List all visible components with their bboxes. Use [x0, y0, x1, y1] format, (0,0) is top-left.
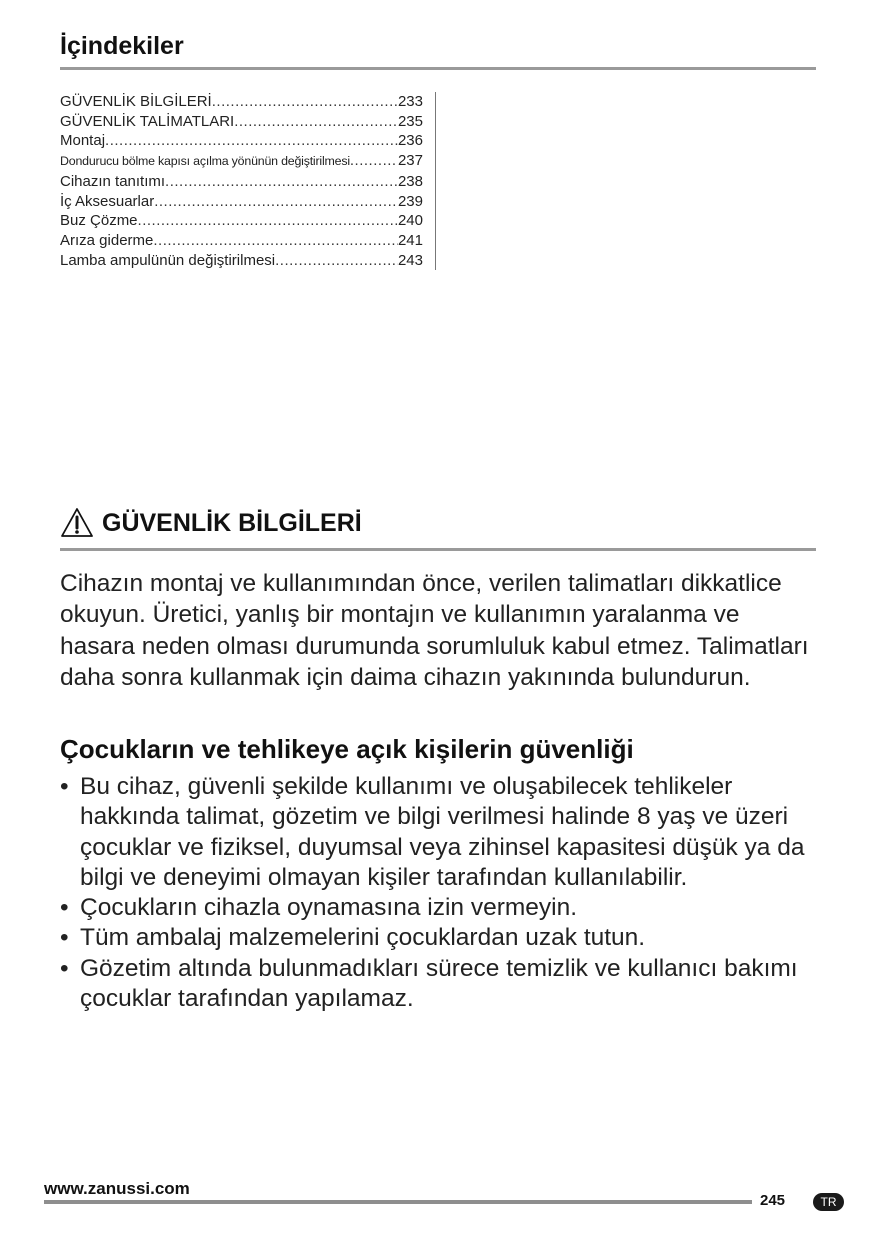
section-heading-rule: [60, 548, 816, 551]
toc-leader-dots: [105, 131, 398, 151]
subsection-heading: Çocukların ve tehlikeye açık kişilerin güvenliği: [60, 734, 634, 764]
toc-entry-label: Lamba ampulünün değiştirilmesi: [60, 251, 276, 269]
toc-leader-dots: [165, 172, 398, 192]
bullet-marker: •: [60, 773, 69, 800]
page-number: 245: [760, 1192, 786, 1209]
toc-entry[interactable]: [60, 251, 423, 271]
toc-leader-dots: [275, 251, 398, 271]
website-link[interactable]: www.zanussi.com: [44, 1179, 190, 1198]
footer-rule: [44, 1200, 752, 1204]
toc-entry[interactable]: [60, 112, 423, 132]
toc-entry[interactable]: [60, 231, 423, 251]
intro-paragraph: Cihazın montaj ve kullanımından önce, verilen talimatları dikkatlice okuyun. Üretici, yanlış bir montajın ve kullanımın yaralanma ve hasara neden olması durumunda sorumluluk kabul etmez. Talimatları daha sonra kullanmak için daima cihazın yakınında bulundurun.: [60, 570, 809, 692]
warning-icon: [60, 507, 94, 539]
toc-entry[interactable]: [60, 172, 423, 192]
list-item: [60, 893, 820, 923]
bullet-marker: •: [60, 894, 69, 922]
list-item: [60, 923, 820, 953]
bullet-text: Bu cihaz, güvenli şekilde kullanımı ve oluşabilecek tehlikeler hakkında talimat, gözetim ve bilgi verilmesi halinde 8 yaş ve üzeri çocuklar ve fiziksel, duyumsal veya zihinsel kapasitesi düşük ya da bilgi ve deneyimi olmayan kişiler tarafından kullanılabilir.: [80, 773, 805, 891]
list-item: [60, 954, 820, 1015]
toc-title-rule: [60, 67, 816, 70]
toc-leader-dots: [153, 231, 398, 251]
bullet-marker: •: [60, 924, 69, 952]
language-badge: TR: [813, 1193, 844, 1211]
section-heading-text: GÜVENLİK BİLGİLERİ: [102, 508, 362, 537]
toc-entry[interactable]: [60, 131, 423, 151]
bullet-marker: •: [60, 954, 69, 982]
toc-entry[interactable]: [60, 92, 423, 112]
toc-leader-dots: [138, 211, 398, 231]
toc-entry[interactable]: [60, 211, 423, 231]
toc-entry-page: 243: [397, 251, 423, 269]
toc-entry-page: 233: [397, 93, 423, 110]
table-of-contents: [60, 92, 436, 270]
toc-entry-page: 238: [397, 172, 423, 190]
list-item: [60, 772, 820, 893]
toc-entry-label: İç Aksesuarlar: [60, 192, 155, 210]
toc-entry-page: 239: [397, 192, 423, 210]
toc-entry[interactable]: [60, 151, 423, 172]
toc-leader-dots: [350, 151, 398, 171]
bullet-text: Çocukların cihazla oynamasına izin vermeyin.: [80, 894, 578, 922]
toc-title: İçindekiler: [60, 32, 184, 60]
toc-entry-label: Cihazın tanıtımı: [60, 172, 166, 190]
toc-leader-dots: [234, 112, 398, 132]
toc-entry-label: Montaj: [60, 132, 106, 150]
toc-entry-label: Buz Çözme: [60, 212, 138, 230]
toc-entry-page: 235: [397, 112, 423, 130]
toc-entry-page: 237: [397, 152, 423, 170]
toc-entry-label: GÜVENLİK TALİMATLARI: [60, 112, 235, 130]
toc-entry-page: 241: [397, 231, 423, 249]
section-heading: [60, 507, 362, 539]
toc-leader-dots: [154, 192, 398, 212]
toc-entry-page: 236: [397, 132, 423, 150]
toc-entry[interactable]: [60, 192, 423, 212]
toc-entry-label: Arıza giderme: [60, 231, 154, 249]
toc-entry-page: 240: [397, 212, 423, 230]
toc-leader-dots: [212, 92, 398, 112]
bullet-text: Tüm ambalaj malzemelerini çocuklardan uzak tutun.: [80, 924, 646, 952]
toc-entry-label: Dondurucu bölme kapısı açılma yönünün değiştirilmesi: [60, 154, 350, 169]
safety-bullet-list: [60, 772, 820, 1014]
bullet-text: Gözetim altında bulunmadıkları sürece temizlik ve kullanıcı bakımı çocuklar tarafından yapılamaz.: [80, 954, 798, 1013]
toc-entry-label: GÜVENLİK BİLGİLERİ: [60, 93, 212, 110]
